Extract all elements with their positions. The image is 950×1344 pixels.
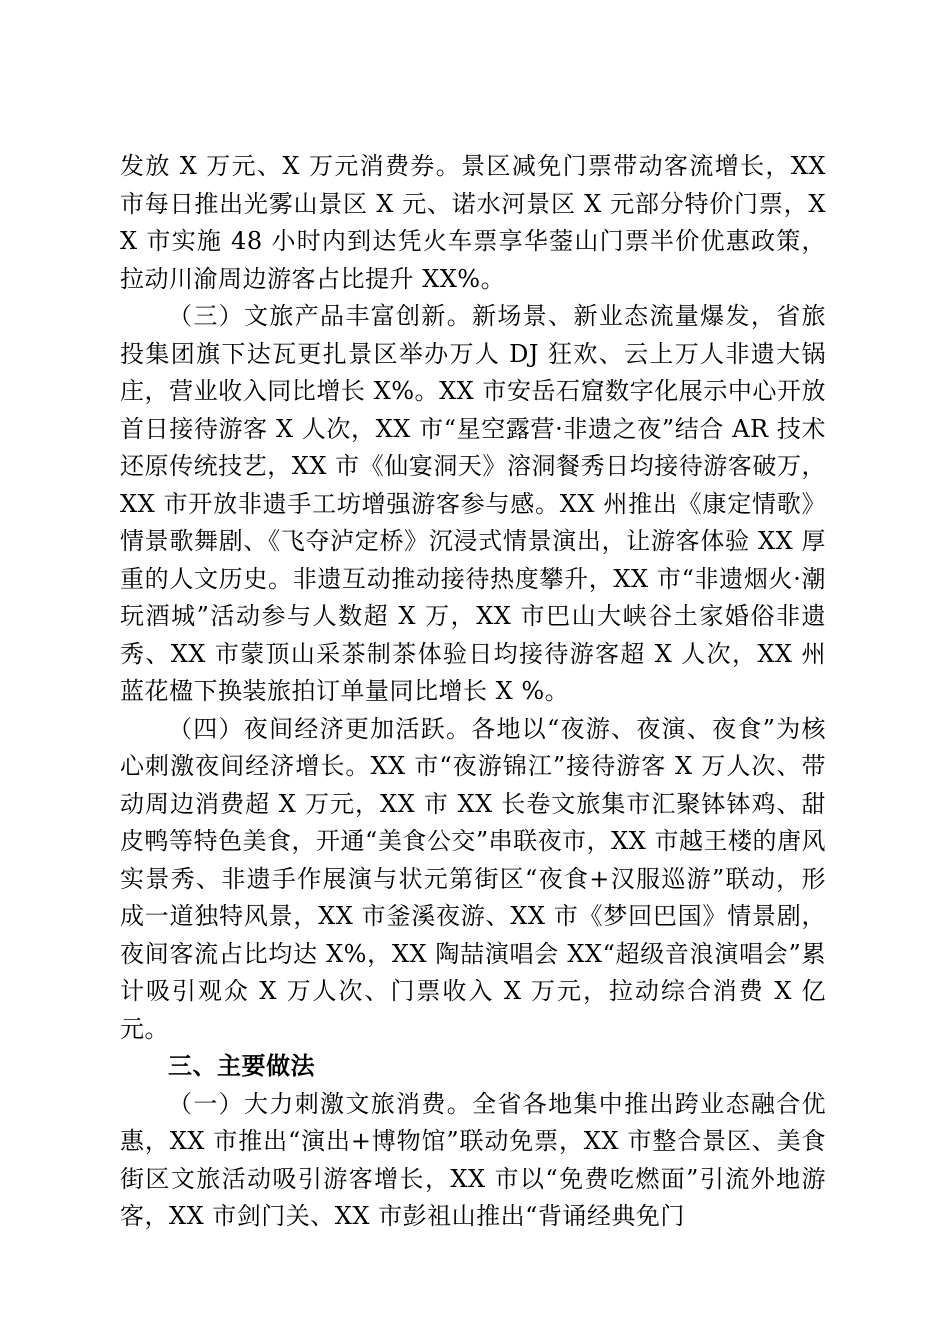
paragraph-voucher-continuation: 发放 X 万元、X 万元消费券。景区减免门票带动客流增长，XX 市每日推出光雾山景区 X 元、诺水河景区 X 元部分特价门票，XX 市实施 48 小时内到达凭火车票享华蓥山门票半价优惠政策，拉动川渝周边游客占比提升 XX%。 (120, 152, 826, 293)
paragraph-night-economy: （四）夜间经济更加活跃。各地以“夜游、夜演、夜食”为核心刺激夜间经济增长。XX 市“夜游锦江”接待游客 X 万人次、带动周边消费超 X 万元，XX 市 XX 长卷文旅集市汇聚钵钵鸡、甜皮鸭等特色美食，开通“美食公交”串联夜市，XX 市越王楼的唐风实景秀、非遗手作展演与状元第街区“夜食+汉服巡游”联动，形成一道独特风景，XX 市釜溪夜游、XX 市《梦回巴国》情景剧，夜间客流占比均达 X%，XX 陶喆演唱会 XX“超级音浪演唱会”累计吸引观众 X 万人次、门票收入 X 万元，拉动综合消费 X 亿元。 (120, 714, 826, 1043)
section-heading-main-practices: 三、主要做法 (168, 1052, 315, 1080)
paragraph-product-innovation: （三）文旅产品丰富创新。新场景、新业态流量爆发，省旅投集团旗下达瓦更扎景区举办万人 DJ 狂欢、云上万人非遗大锅庄，营业收入同比增长 X%。XX 市安岳石窟数字化展示中心开放首日接待游客 X 人次，XX 市“星空露营·非遗之夜”结合 AR 技术还原传统技艺，XX 市《仙宴洞天》溶洞餐秀日均接待游客破万，XX 市开放非遗手工坊增强游客参与感。XX 州推出《康定情歌》情景歌舞剧、《飞夺泸定桥》沉浸式情景演出，让游客体验 XX 厚重的人文历史。非遗互动推动接待热度攀升，XX 市“非遗烟火·潮玩酒城”活动参与人数超 X 万，XX 市巴山大峡谷土家婚俗非遗秀、XX 市蒙顶山采茶制茶体验日均接待游客超 X 人次，XX 州蓝花楹下换装旅拍订单量同比增长 X %。 (120, 302, 826, 705)
paragraph-stimulate-consumption: （一）大力刺激文旅消费。全省各地集中推出跨业态融合优惠，XX 市推出“演出+博物馆”联动免票，XX 市整合景区、美食街区文旅活动吸引游客增长，XX 市以“免费吃燃面”引流外地游客，XX 市剑门关、XX 市彭祖山推出“背诵经典免门 (120, 1089, 826, 1230)
